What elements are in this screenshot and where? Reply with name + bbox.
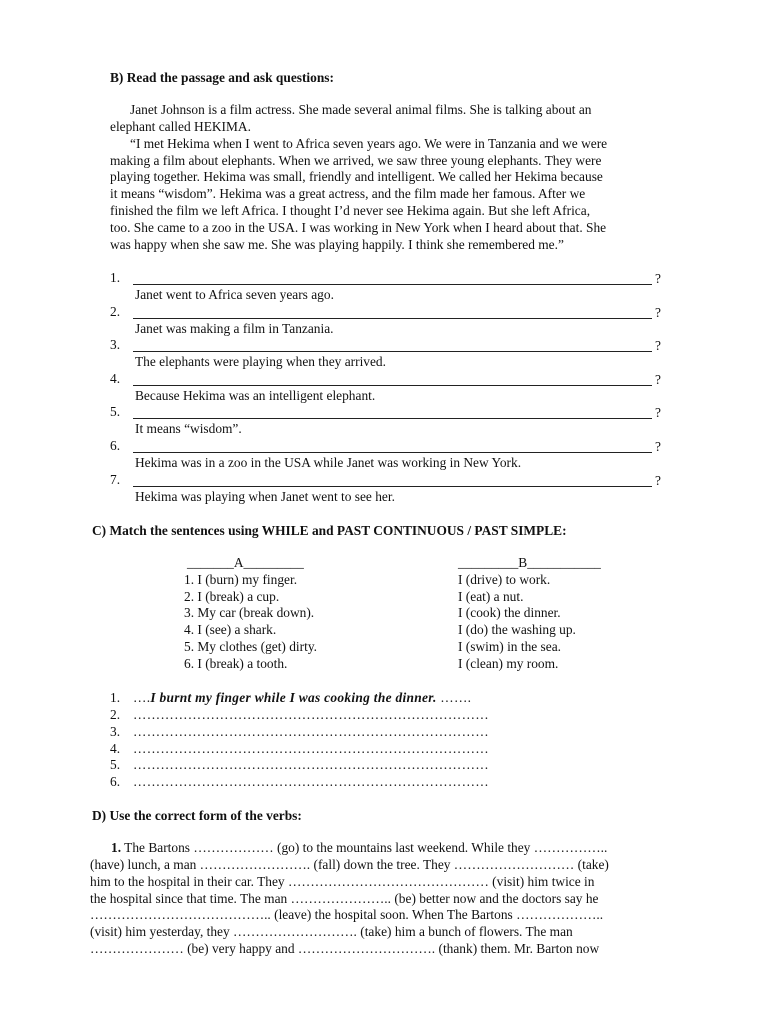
section-c-heading: C) Match the sentences using WHILE and PAST CONTINUOUS / PAST SIMPLE:: [92, 523, 567, 538]
question-mark: ?: [655, 405, 661, 420]
passage-line: was happy when she saw me. She was playing happily. I think she remembered me.”: [110, 237, 564, 252]
paragraph-line: him to the hospital in their car. They ……………………………………… (visit) him twice in: [90, 874, 595, 889]
match-number: 1.: [110, 690, 121, 705]
column-b-item: I (swim) in the sea.: [458, 639, 562, 654]
question-number: 2.: [110, 304, 121, 319]
column-b-item: I (cook) the dinner.: [458, 605, 561, 620]
passage-line: finished the film we left Africa. I thought I’d never see Hekima again. But she left Africa,: [110, 203, 591, 218]
column-a-item: 2. I (break) a cup.: [184, 589, 280, 604]
match-number: 5.: [110, 757, 121, 772]
column-a-item: 4. I (see) a shark.: [184, 622, 277, 637]
question-number: 5.: [110, 404, 121, 419]
question-answer: Janet went to Africa seven years ago.: [135, 287, 334, 302]
passage-line: Janet Johnson is a film actress. She made several animal films. She is talking about an: [130, 102, 592, 117]
question-number: 4.: [110, 371, 121, 386]
passage-line: too. She came to a zoo in the USA. I was working in New York when I heard about that. She: [110, 220, 607, 235]
section-d-heading: D) Use the correct form of the verbs:: [92, 808, 302, 823]
match-number: 2.: [110, 707, 121, 722]
question-mark: ?: [655, 439, 661, 454]
column-a-item: 1. I (burn) my finger.: [184, 572, 298, 587]
question-number: 6.: [110, 438, 121, 453]
match-blank[interactable]: ……………………………………………………………………: [133, 757, 489, 772]
match-number: 3.: [110, 724, 121, 739]
match-blank[interactable]: ……………………………………………………………………: [133, 774, 489, 789]
column-a-item: 5. My clothes (get) dirty.: [184, 639, 318, 654]
question-answer: Janet was making a film in Tanzania.: [135, 321, 334, 336]
match-blank[interactable]: ……………………………………………………………………: [133, 707, 489, 722]
question-mark: ?: [655, 305, 661, 320]
passage-line: “I met Hekima when I went to Africa seven years ago. We were in Tanzania and we were: [130, 136, 608, 151]
question-mark: ?: [655, 473, 661, 488]
column-b-item: I (eat) a nut.: [458, 589, 524, 604]
item-number: 1.: [111, 840, 122, 855]
question-mark: ?: [655, 271, 661, 286]
question-blank[interactable]: [133, 318, 652, 319]
example-sentence: I burnt my finger while I was cooking the dinner.: [150, 690, 437, 705]
section-b-heading: B) Read the passage and ask questions:: [110, 70, 334, 85]
question-number: 7.: [110, 472, 121, 487]
line-text: The Bartons ……………… (go) to the mountains last weekend. While they ……………..: [121, 840, 608, 855]
question-answer: Because Hekima was an intelligent elephant.: [135, 388, 376, 403]
passage-line: it means “wisdom”. Hekima was a great actress, and the film made her famous. After we: [110, 186, 586, 201]
example-prefix: ….: [133, 690, 151, 705]
column-a-header: _______A_________: [187, 555, 304, 570]
match-number: 4.: [110, 741, 121, 756]
question-answer: Hekima was playing when Janet went to see her.: [135, 489, 395, 504]
question-number: 3.: [110, 337, 121, 352]
paragraph-line: ………………… (be) very happy and …………………………. (thank) them. Mr. Barton now: [90, 941, 600, 956]
question-blank[interactable]: [133, 418, 652, 419]
passage-line: elephant called HEKIMA.: [110, 119, 251, 134]
question-mark: ?: [655, 338, 661, 353]
column-b-header: _________B___________: [458, 555, 601, 570]
question-answer: It means “wisdom”.: [135, 421, 242, 436]
question-number: 1.: [110, 270, 121, 285]
example-suffix: …….: [436, 690, 472, 705]
question-blank[interactable]: [133, 284, 652, 285]
column-b-item: I (drive) to work.: [458, 572, 551, 587]
match-blank[interactable]: ……………………………………………………………………: [133, 741, 489, 756]
question-blank[interactable]: [133, 385, 652, 386]
column-a-item: 3. My car (break down).: [184, 605, 315, 620]
question-blank[interactable]: [133, 452, 652, 453]
question-answer: Hekima was in a zoo in the USA while Janet was working in New York.: [135, 455, 522, 470]
question-blank[interactable]: [133, 351, 652, 352]
match-blank[interactable]: ……………………………………………………………………: [133, 724, 489, 739]
question-mark: ?: [655, 372, 661, 387]
paragraph-line: [111, 840, 607, 856]
paragraph-line: ………………………………….. (leave) the hospital soon. When The Bartons ………………..: [90, 907, 604, 922]
paragraph-line: (visit) him yesterday, they ………………………. (take) him a bunch of flowers. The man: [90, 924, 573, 939]
passage-line: playing together. Hekima was small, friendly and intelligent. We called her Hekima because: [110, 169, 603, 184]
paragraph-line: the hospital since that time. The man ………………….. (be) better now and the doctors say he: [90, 891, 599, 906]
match-example: [133, 690, 471, 706]
column-a-item: 6. I (break) a tooth.: [184, 656, 288, 671]
match-number: 6.: [110, 774, 121, 789]
column-b-item: I (clean) my room.: [458, 656, 559, 671]
question-answer: The elephants were playing when they arrived.: [135, 354, 386, 369]
column-b-item: I (do) the washing up.: [458, 622, 576, 637]
passage-line: making a film about elephants. When we arrived, we saw three young elephants. They were: [110, 153, 602, 168]
question-blank[interactable]: [133, 486, 652, 487]
paragraph-line: (have) lunch, a man ……………………. (fall) down the tree. They ……………………… (take): [90, 857, 609, 872]
